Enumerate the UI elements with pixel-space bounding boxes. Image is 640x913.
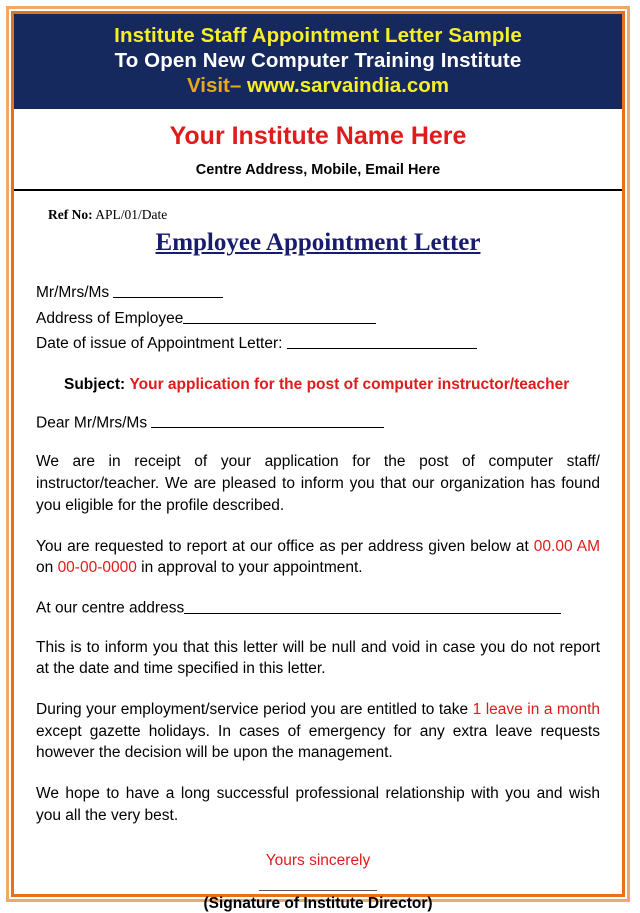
paragraph-null-and-void: This is to inform you that this letter will be null and void in case you do not report at the date and time specified in this letter.	[36, 638, 600, 678]
employee-address-field-row	[36, 306, 600, 331]
leave-text-part-2: except gazette holidays. In cases of emergency for any extra leave requests however the decision will be upon the management.	[36, 722, 600, 762]
salutation-label: Dear Mr/Mrs/Ms	[36, 414, 148, 432]
paragraph-report-time	[36, 536, 600, 579]
centre-address-label: At our centre address	[36, 599, 185, 617]
issue-date-label: Date of issue of Appointment Letter:	[36, 334, 283, 352]
closing-salutation: Yours sincerely	[265, 852, 371, 870]
institute-name: Your Institute Name Here	[169, 122, 467, 150]
banner-website-url[interactable]: www.sarvaindia.com	[246, 74, 450, 97]
signature-caption: (Signature of Institute Director)	[203, 895, 433, 913]
employee-name-label: Mr/Mrs/Ms	[36, 284, 110, 302]
report-text-part-3: in approval to your appointment.	[136, 559, 363, 577]
letter-title: Employee Appointment Letter	[155, 229, 481, 257]
banner-visit-label: Visit–	[186, 74, 242, 97]
issue-date-field-row	[36, 331, 600, 356]
letter-body	[14, 191, 622, 913]
paragraph-closing-wishes: We hope to have a long successful professional relationship with you and wish you all the very best.	[36, 785, 600, 824]
leave-allowance-value: 1 leave in a month	[472, 700, 600, 718]
reference-number	[48, 207, 600, 223]
issue-date-blank[interactable]	[287, 333, 477, 349]
report-text-part-1: You are requested to report at our office as per address given below at	[36, 537, 534, 555]
subject-row	[64, 376, 600, 394]
document-outer-frame	[6, 6, 630, 913]
subject-text: Your application for the post of computer instructor/teacher	[129, 375, 570, 393]
leave-text-part-1: During your employment/service period you are entitled to take	[36, 700, 473, 718]
promo-banner	[14, 14, 622, 109]
employee-address-label: Address of Employee	[36, 309, 184, 327]
institute-contact-line: Centre Address, Mobile, Email Here	[195, 162, 441, 178]
banner-visit-line	[24, 73, 612, 98]
banner-title-line-2: To Open New Computer Training Institute	[114, 49, 522, 72]
subject-label: Subject:	[64, 375, 126, 393]
employee-name-field-row	[36, 280, 600, 305]
centre-address-blank[interactable]	[184, 598, 561, 614]
salutation-row	[36, 413, 600, 433]
centre-address-row	[36, 598, 600, 618]
report-time-value: 00.00 AM	[533, 537, 600, 555]
paragraph-leave-policy	[36, 699, 600, 764]
letterhead	[14, 109, 622, 191]
employee-address-blank[interactable]	[183, 308, 376, 324]
report-text-part-2: on	[36, 559, 58, 577]
document-inner-frame	[11, 11, 625, 913]
letter-sheet	[14, 14, 622, 913]
employee-name-blank[interactable]	[113, 283, 223, 299]
salutation-blank[interactable]	[151, 413, 384, 429]
paragraph-receipt: We are in receipt of your application for the post of computer staff/ instructor/teacher. We are pleased to inform you that our organization has found you eligible for the profile described.	[36, 453, 600, 514]
reference-number-label: Ref No:	[48, 207, 93, 223]
reference-number-value: APL/01/Date	[95, 207, 168, 223]
signature-rule	[259, 890, 377, 891]
banner-title-line-1: Institute Staff Appointment Letter Sample	[114, 24, 522, 47]
report-date-value: 00-00-0000	[57, 559, 137, 577]
